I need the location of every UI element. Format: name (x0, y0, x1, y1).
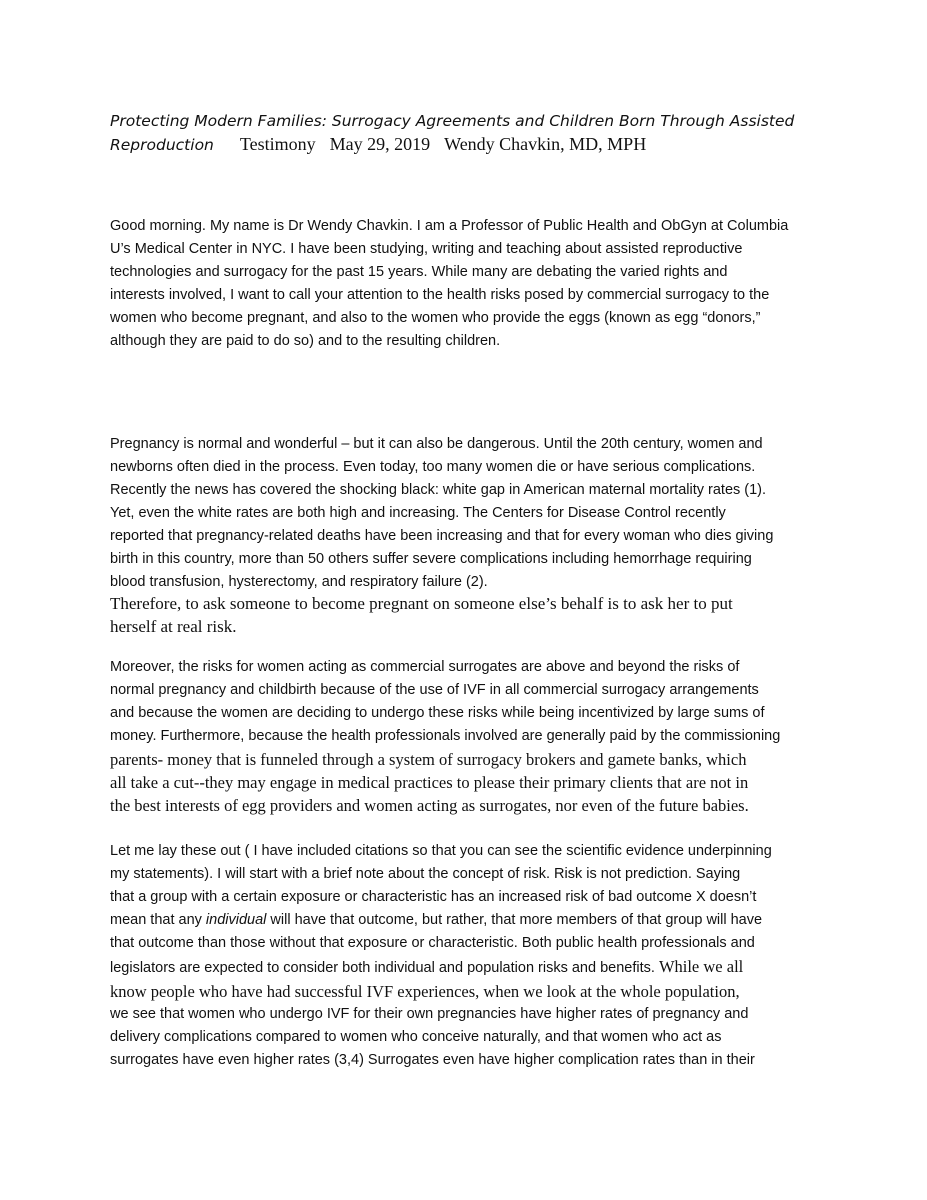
doc-date: May 29, 2019 (329, 134, 431, 154)
text-line: blood transfusion, hysterectomy, and respiratory failure (2). (110, 574, 488, 590)
text-line: legislators are expected to consider both individual and population risks and benefits. While we all (110, 957, 744, 976)
title-line-2 (110, 133, 870, 157)
text-line: Pregnancy is normal and wonderful – but it can also be dangerous. Until the 20th century, women and (110, 436, 763, 452)
text-line: normal pregnancy and childbirth because of the use of IVF in all commercial surrogacy arrangements (110, 682, 759, 698)
doc-author: Wendy Chavkin, MD, MPH (444, 134, 647, 154)
paragraph-introduction (110, 215, 828, 353)
text-line: the best interests of egg providers and women acting as surrogates, nor even of the future babies. (110, 796, 749, 815)
text-line: that outcome than those without that exposure or characteristic. Both public health professionals and (110, 935, 755, 951)
text-line: women who become pregnant, and also to the women who provide the eggs (known as egg “donors,” (110, 310, 761, 326)
document-header (110, 109, 870, 157)
text-line: parents- money that is funneled through a system of surrogacy brokers and gamete banks, which (110, 750, 747, 769)
doc-type: Testimony (239, 134, 316, 154)
text-line: that a group with a certain exposure or characteristic has an increased risk of bad outcome X doesn’t (110, 889, 757, 905)
text-line: delivery complications compared to women who conceive naturally, and that women who act as (110, 1029, 722, 1045)
text-line: we see that women who undergo IVF for their own pregnancies have higher rates of pregnancy and (110, 1006, 749, 1022)
text-line: Recently the news has covered the shocking black: white gap in American maternal mortality rates (1). (110, 482, 767, 498)
paragraph-risk-concept (110, 840, 828, 1072)
paragraph-therefore (110, 592, 828, 638)
text-line: Therefore, to ask someone to become pregnant on someone else’s behalf is to ask her to put (110, 594, 733, 613)
text-line: money. Furthermore, because the health professionals involved are generally paid by the commissioning (110, 728, 781, 744)
text-line: all take a cut--they may engage in medical practices to please their primary clients that are not in (110, 773, 749, 792)
text-line: know people who have had successful IVF experiences, when we look at the whole population, (110, 982, 740, 1001)
text-line: and because the women are deciding to undergo these risks while being incentivized by large sums of (110, 705, 765, 721)
paragraph-pregnancy-risks (110, 433, 828, 594)
text-line: although they are paid to do so) and to the resulting children. (110, 333, 501, 349)
text-line: herself at real risk. (110, 617, 237, 636)
text-line: Good morning. My name is Dr Wendy Chavkin. I am a Professor of Public Health and ObGyn at Columbia (110, 218, 789, 234)
text-line: reported that pregnancy-related deaths have been increasing and that for every woman who dies giving (110, 528, 774, 544)
text-line: Yet, even the white rates are both high and increasing. The Centers for Disease Control recently (110, 505, 726, 521)
text-line: Let me lay these out ( I have included citations so that you can see the scientific evidence underpinning (110, 843, 772, 859)
text-line: newborns often died in the process. Even today, too many women die or have serious complications. (110, 459, 756, 475)
emphasis-individual: individual (205, 912, 267, 928)
text-line: mean that any individual will have that outcome, but rather, that more members of that group will have (110, 912, 763, 928)
text-line: birth in this country, more than 50 others suffer severe complications including hemorrhage requiring (110, 551, 752, 567)
title-continuation: Reproduction (110, 136, 214, 154)
text-line: surrogates have even higher rates (3,4) Surrogates even have higher complication rates than in their (110, 1052, 755, 1068)
text-line: my statements). I will start with a brief note about the concept of risk. Risk is not prediction. Saying (110, 866, 741, 882)
text-line: interests involved, I want to call your attention to the health risks posed by commercial surrogacy to the (110, 287, 770, 303)
text-line: Moreover, the risks for women acting as commercial surrogates are above and beyond the risks of (110, 659, 740, 675)
text-line: U’s Medical Center in NYC. I have been studying, writing and teaching about assisted reproductive (110, 241, 743, 257)
title-line-1: Protecting Modern Families: Surrogacy Agreements and Children Born Through Assisted (110, 112, 795, 130)
text-line: technologies and surrogacy for the past 15 years. While many are debating the varied rights and (110, 264, 728, 280)
paragraph-moreover (110, 656, 828, 817)
